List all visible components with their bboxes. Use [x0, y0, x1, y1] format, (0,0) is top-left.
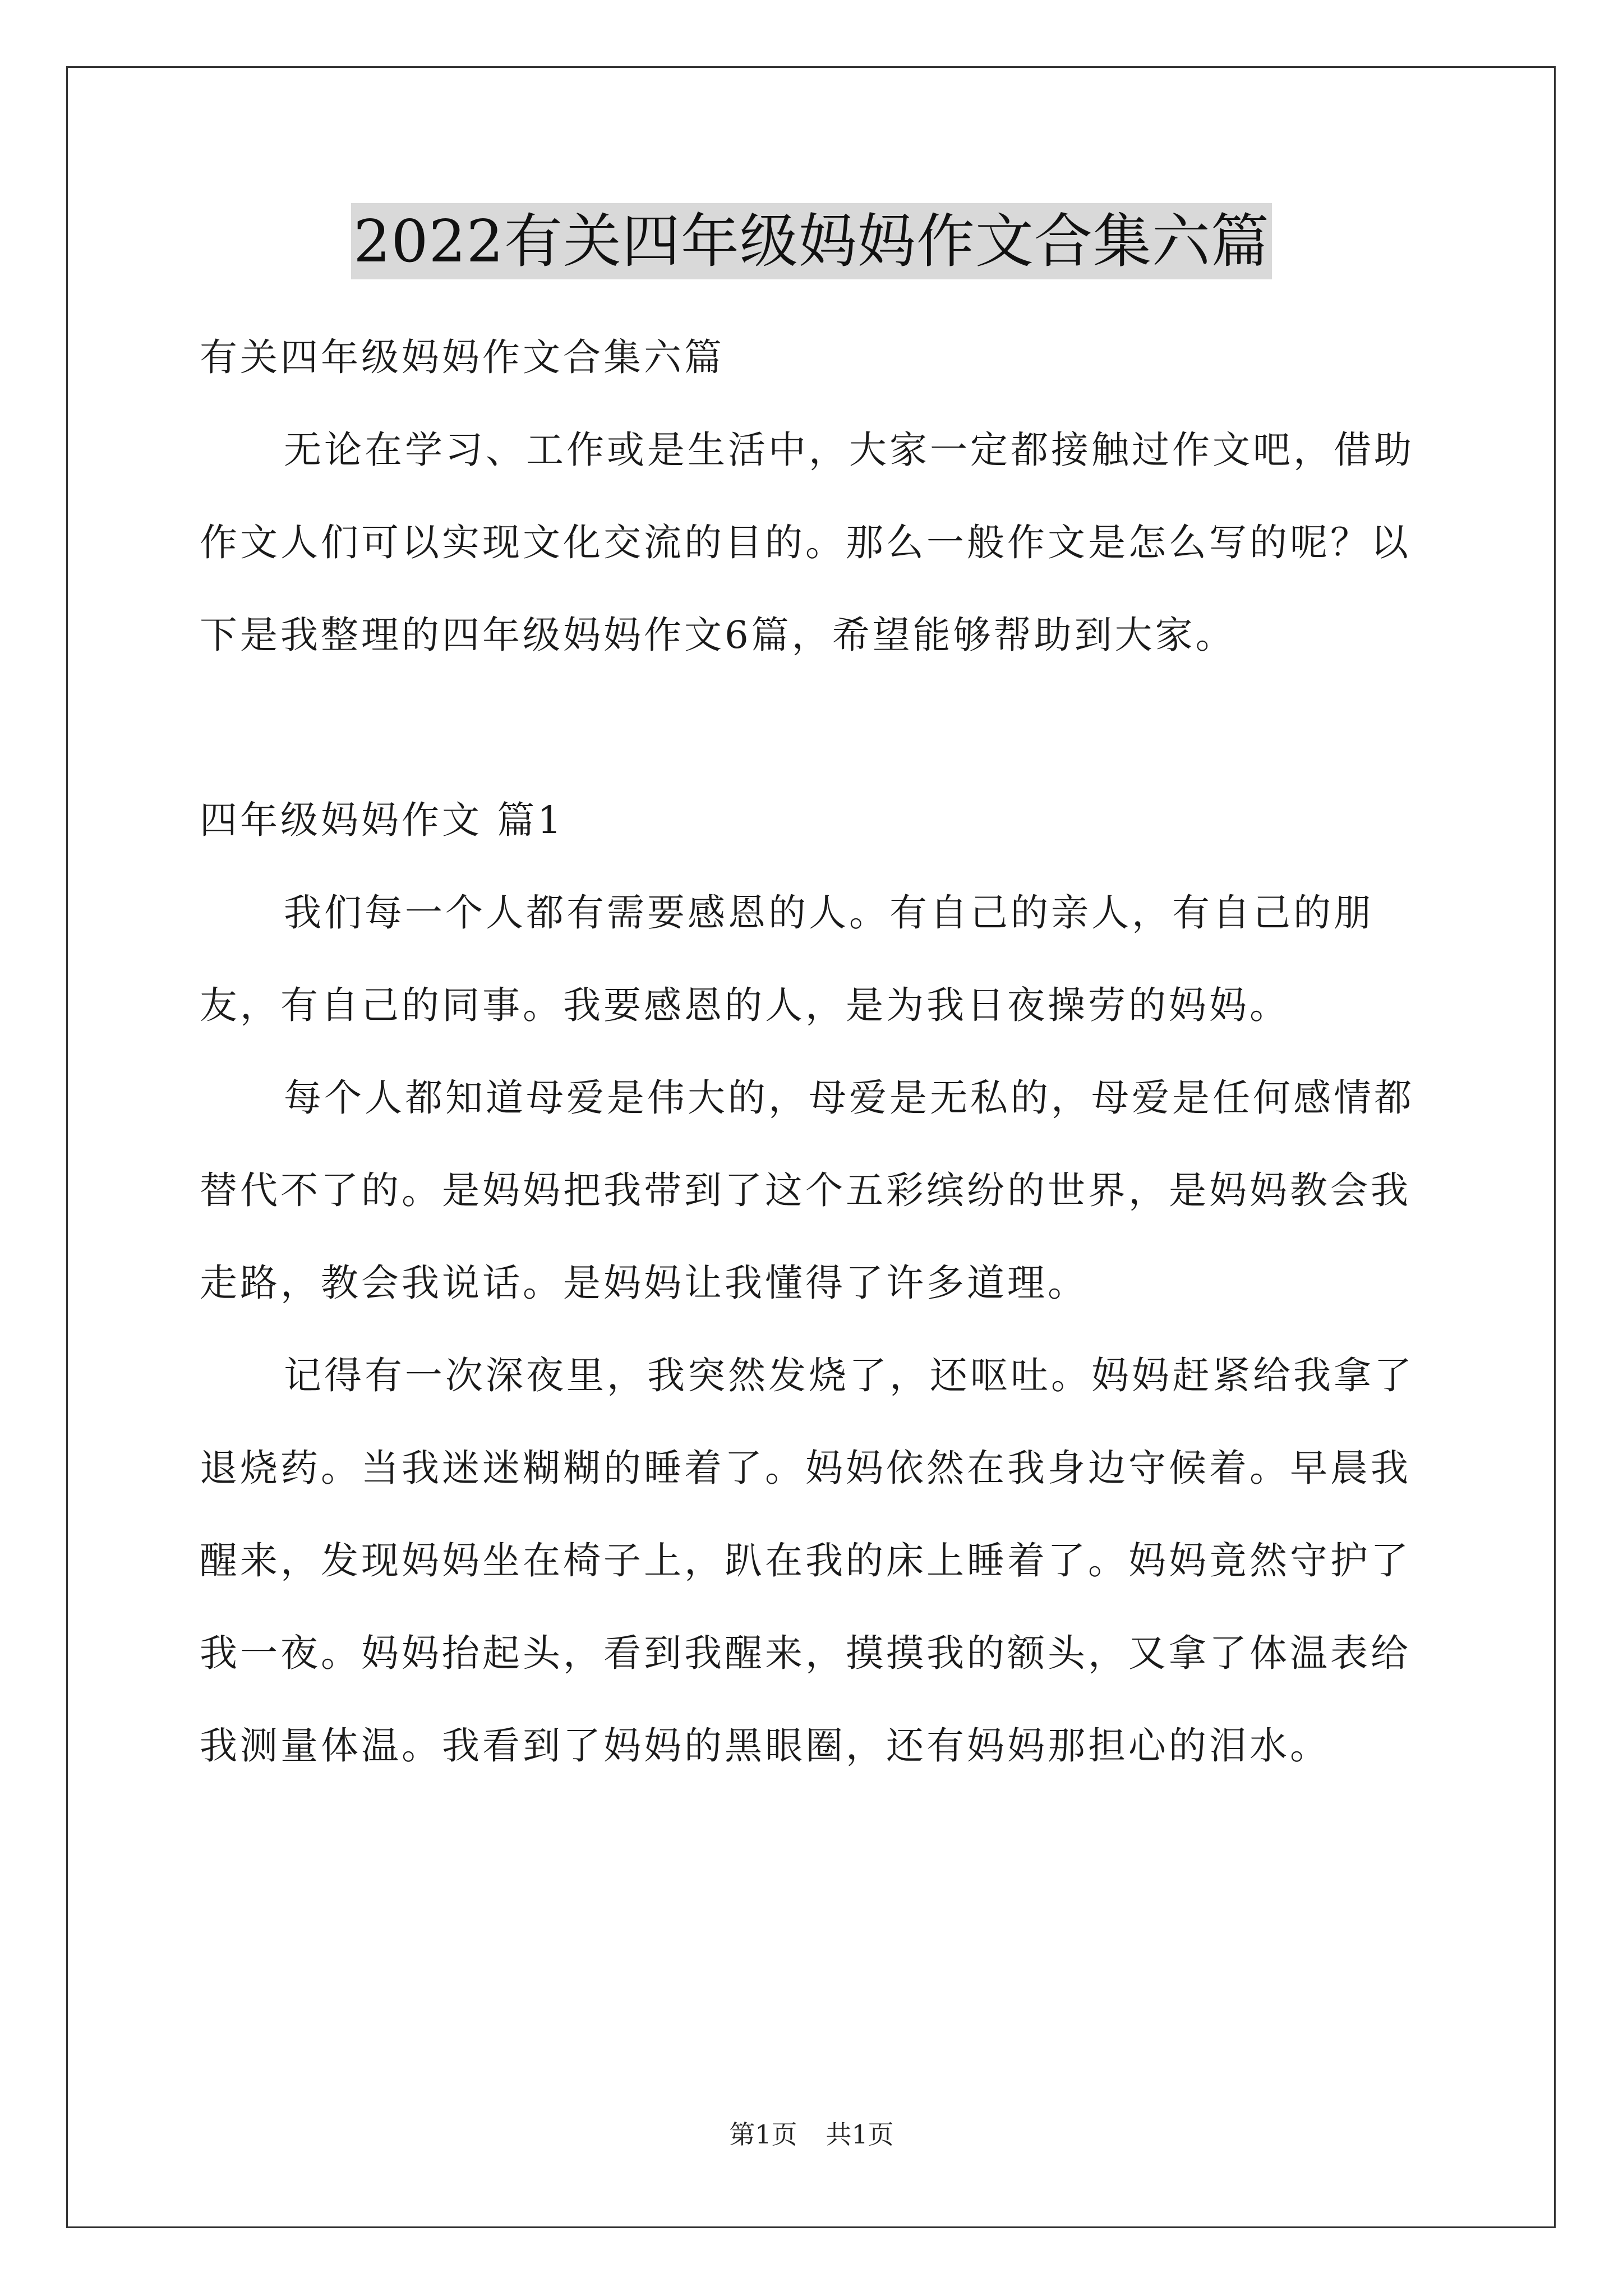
- subtitle: 有关四年级妈妈作文合集六篇: [200, 335, 725, 379]
- body-paragraph-3: 记得有一次深夜里，我突然发烧了，还呕吐。妈妈赶紧给我拿了退烧药。当我迷迷糊糊的睡着了。妈妈依然在我身边守候着。早晨我醒来，发现妈妈坐在椅子上，趴在我的床上睡着了。妈妈竟然守护了我一夜。妈妈抬起头，看到我醒来，摸摸我的额头，又拿了体温表给我测量体温。我看到了妈妈的黑眼圈，还有妈妈那担心的泪水。: [200, 1354, 1414, 1768]
- body-paragraph-1: 我们每一个人都有需要感恩的人。有自己的亲人，有自己的朋友，有自己的同事。我要感恩的人，是为我日夜操劳的妈妈。: [200, 891, 1374, 1027]
- page-number-current: 第1页: [729, 2119, 797, 2150]
- title-container: [0, 203, 1623, 279]
- document-body: [200, 311, 1433, 1792]
- body-paragraph-2: 每个人都知道母爱是伟大的，母爱是无私的，母爱是任何感情都替代不了的。是妈妈把我带到了这个五彩缤纷的世界，是妈妈教会我走路，教会我说话。是妈妈让我懂得了许多道理。: [200, 1076, 1414, 1305]
- section-heading: 四年级妈妈作文 篇1: [200, 798, 564, 842]
- intro-paragraph: 无论在学习、工作或是生活中，大家一定都接触过作文吧，借助作文人们可以实现文化交流的目的。那么一般作文是怎么写的呢？以下是我整理的四年级妈妈作文6篇，希望能够帮助到大家。: [200, 428, 1414, 657]
- page-number-total: 共1页: [826, 2119, 894, 2150]
- spacer: [200, 682, 1433, 774]
- page-footer: [0, 2118, 1623, 2151]
- document-title: 2022有关四年级妈妈作文合集六篇: [351, 203, 1272, 279]
